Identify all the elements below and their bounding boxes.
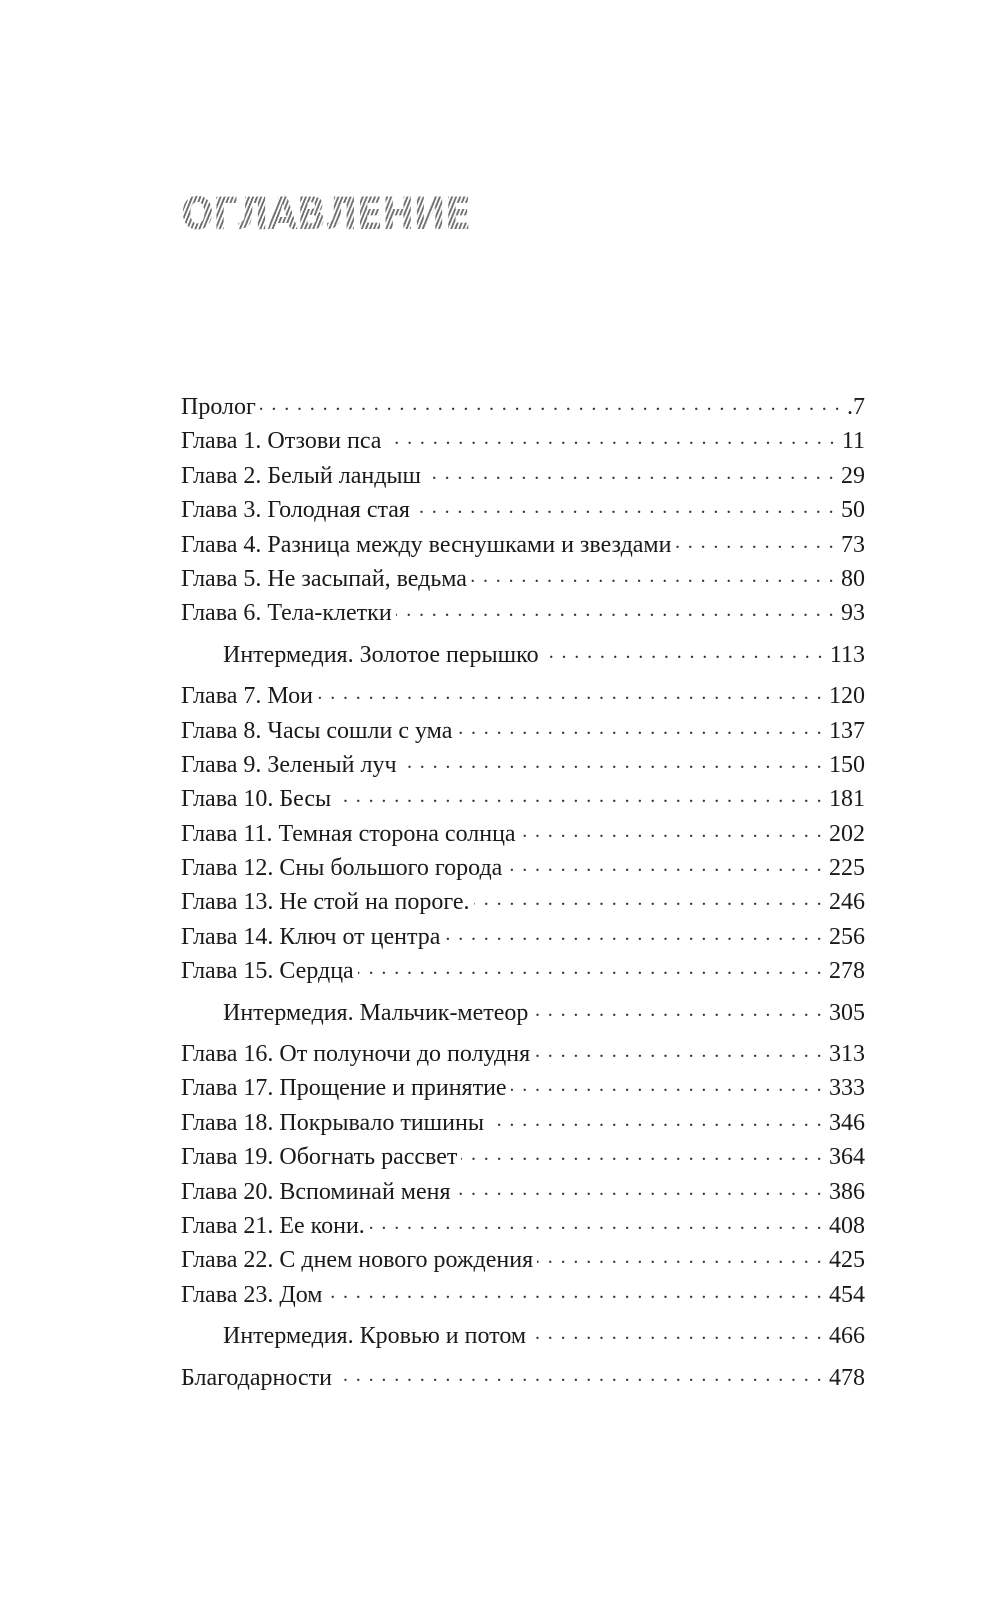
toc-entry (181, 1037, 865, 1071)
toc-entry-title: Благодарности (181, 1364, 332, 1391)
toc-entry-title: Глава 6. Тела-клетки (181, 600, 392, 627)
toc-entry-page-number: 225 (829, 855, 865, 882)
toc-entry (181, 851, 865, 885)
toc-entry-page-number: 313 (829, 1041, 865, 1068)
dot-leader (488, 1106, 823, 1130)
toc-entry-title: Интермедия. Золотое перышко (223, 641, 539, 668)
toc-entry (181, 817, 865, 851)
dot-leader (461, 1140, 823, 1164)
toc-entry-interlude (181, 638, 865, 672)
toc-entry (181, 1106, 865, 1140)
toc-entry (181, 679, 865, 713)
toc-entry-title: Глава 1. Отзови пса (181, 428, 382, 455)
toc-entry-title: Глава 15. Сердца (181, 958, 354, 985)
toc-entry (181, 459, 865, 493)
toc-entry (181, 390, 865, 424)
toc-entry (181, 1140, 865, 1174)
toc-entry-title: Глава 18. Покрывало тишины (181, 1109, 484, 1136)
toc-entry-page-number: 333 (829, 1075, 865, 1102)
toc-entry-page-number: 113 (829, 641, 865, 668)
dot-leader (534, 1037, 823, 1061)
dot-leader (506, 851, 823, 875)
toc-entry-title: Глава 20. Вспоминай меня (181, 1178, 451, 1205)
toc-entry (181, 1209, 865, 1243)
toc-entry-title: Глава 2. Белый ландыш (181, 462, 422, 489)
toc-entry-title: Глава 12. Сны большого города (181, 855, 503, 882)
toc-entry (181, 782, 865, 816)
dot-leader (675, 528, 835, 552)
toc-entry (181, 528, 865, 562)
dot-leader (396, 596, 835, 620)
table-of-contents (181, 390, 865, 1395)
dot-leader (474, 885, 823, 909)
toc-entry-page-number: 278 (829, 958, 865, 985)
toc-entry-page-number: 202 (829, 820, 865, 847)
dot-leader (385, 424, 835, 448)
toc-entry-title: Глава 11. Темная сторона солнца (181, 820, 516, 847)
dot-leader (471, 562, 835, 586)
toc-entry-title: Глава 3. Голодная стая (181, 497, 410, 524)
toc-entry-title: Глава 16. От полуночи до полудня (181, 1041, 531, 1068)
toc-entry-page-number: 246 (829, 889, 865, 916)
dot-leader (335, 782, 823, 806)
toc-entry (181, 1175, 865, 1209)
dot-leader (336, 1361, 823, 1385)
toc-entry-title: Глава 14. Ключ от центра (181, 923, 441, 950)
dot-leader (511, 1071, 823, 1095)
toc-entry-page-number: 181 (829, 786, 865, 813)
toc-entry-title: Глава 21. Ее кони. (181, 1212, 365, 1239)
toc-entry (181, 1361, 865, 1395)
toc-entry-page-number: 120 (829, 683, 865, 710)
toc-entry (181, 596, 865, 630)
toc-entry-page-number: 408 (829, 1212, 865, 1239)
toc-entry (181, 562, 865, 596)
toc-entry-title: Пролог (181, 394, 256, 420)
toc-entry-interlude (181, 996, 865, 1030)
toc-entry (181, 714, 865, 748)
toc-entry-title: Глава 13. Не стой на пороге. (181, 889, 470, 916)
toc-entry (181, 493, 865, 527)
toc-entry-page-number: 346 (829, 1109, 865, 1136)
toc-entry-title: Глава 9. Зеленый луч (181, 751, 397, 778)
toc-entry-page-number: 454 (829, 1281, 865, 1308)
toc-entry-page-number: 73 (841, 531, 865, 558)
dot-leader (260, 390, 841, 414)
toc-entry (181, 748, 865, 782)
dot-leader (520, 817, 823, 841)
toc-entry-page-number: 386 (829, 1178, 865, 1205)
toc-entry (181, 1243, 865, 1277)
toc-entry-page-number: 466 (829, 1323, 865, 1350)
dot-leader (456, 714, 823, 738)
toc-entry (181, 920, 865, 954)
dot-leader (543, 638, 824, 662)
toc-entry-page-number: 364 (829, 1144, 865, 1171)
toc-entry-title: Глава 5. Не засыпай, ведьма (181, 565, 467, 592)
toc-entry (181, 1071, 865, 1105)
dot-leader (530, 1319, 823, 1343)
dot-leader (455, 1175, 823, 1199)
dot-leader (532, 996, 823, 1020)
toc-entry (181, 954, 865, 988)
toc-entry-title: Глава 10. Бесы (181, 786, 332, 813)
toc-entry-page-number: 256 (829, 923, 865, 950)
dot-leader (369, 1209, 823, 1233)
toc-entry-title: Глава 4. Разница между веснушками и звездами (181, 531, 672, 558)
toc-entry-page-number: 80 (841, 565, 865, 592)
toc-entry-page-number: 29 (841, 462, 865, 489)
dot-leader (317, 679, 823, 703)
dot-leader (326, 1278, 823, 1302)
toc-entry-page-number: 305 (829, 999, 865, 1026)
toc-entry (181, 1278, 865, 1312)
toc-entry (181, 885, 865, 919)
toc-entry-page-number: 137 (829, 717, 865, 744)
toc-entry-page-number: 425 (829, 1247, 865, 1274)
toc-entry-page-number: 11 (841, 428, 865, 455)
toc-entry-title: Глава 17. Прощение и принятие (181, 1075, 507, 1102)
toc-entry-page-number: .7 (847, 394, 865, 420)
dot-leader (425, 459, 835, 483)
dot-leader (414, 493, 835, 517)
toc-entry (181, 424, 865, 458)
toc-entry-title: Глава 7. Мои (181, 683, 313, 710)
toc-entry-page-number: 93 (841, 600, 865, 627)
toc-entry-interlude (181, 1319, 865, 1353)
toc-entry-page-number: 478 (829, 1364, 865, 1391)
toc-entry-page-number: 50 (841, 497, 865, 524)
toc-entry-title: Интермедия. Мальчик-метеор (223, 999, 529, 1026)
toc-entry-page-number: 150 (829, 751, 865, 778)
dot-leader (444, 920, 823, 944)
toc-entry-title: Глава 19. Обогнать рассвет (181, 1144, 458, 1171)
toc-entry-title: Глава 8. Часы сошли с ума (181, 717, 453, 744)
toc-entry-title: Интермедия. Кровью и потом (223, 1323, 527, 1350)
dot-leader (537, 1243, 823, 1267)
toc-entry-title: Глава 22. С днем нового рождения (181, 1247, 534, 1274)
dot-leader (401, 748, 823, 772)
toc-entry-title: Глава 23. Дом (181, 1281, 323, 1308)
page-title: ОГЛАВЛЕНИЕ (181, 187, 471, 240)
dot-leader (358, 954, 823, 978)
